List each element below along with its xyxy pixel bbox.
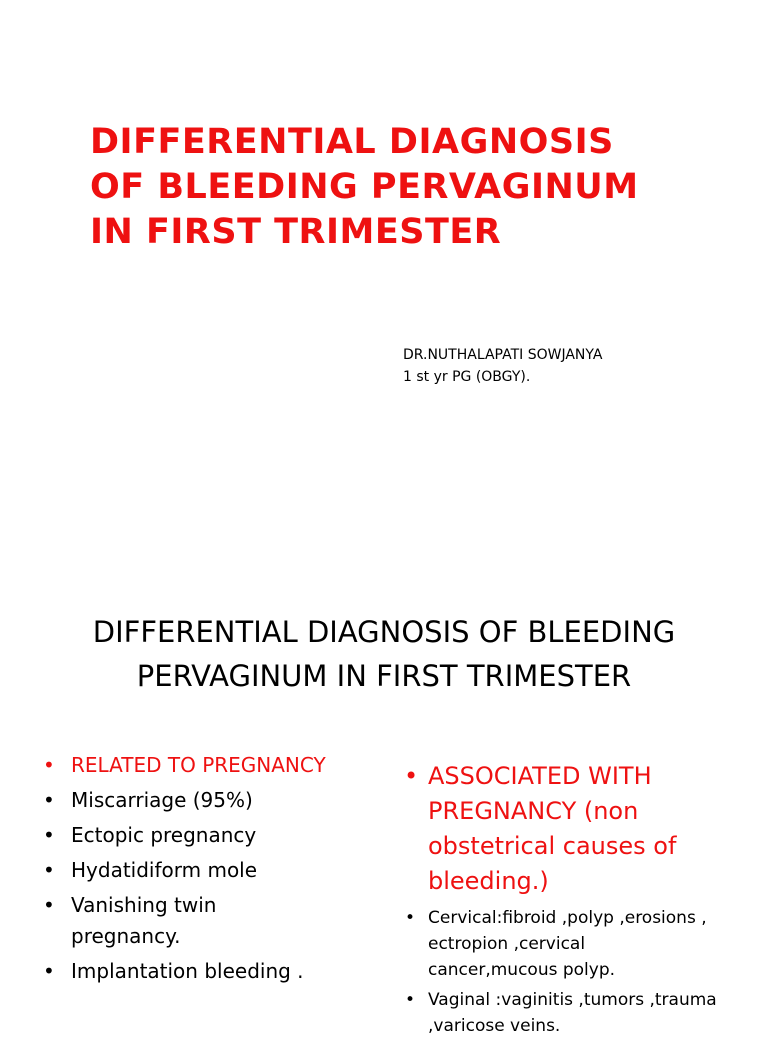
slide-title	[90, 120, 730, 255]
author-name: DR.NUTHALAPATI SOWJANYA	[403, 347, 603, 363]
author-role: 1 st yr PG (OBGY).	[403, 369, 531, 385]
list-item-text: • Cervical:fibroid ,polyp ,erosions ,	[428, 908, 707, 928]
author-block	[403, 344, 602, 388]
heading-line: PERVAGINUM IN FIRST TRIMESTER	[136, 659, 632, 693]
list-item-hydatidiform-mole	[40, 855, 360, 886]
heading-line: DIFFERENTIAL DIAGNOSIS OF BLEEDING	[92, 615, 676, 649]
heading-text: bleeding.)	[428, 867, 549, 895]
title-line: IN FIRST TRIMESTER	[90, 212, 502, 252]
list-item-text: • Hydatidiform mole	[71, 858, 258, 882]
list-item-cervical	[400, 905, 750, 983]
title-line: OF BLEEDING PERVAGINUM	[90, 167, 639, 207]
list-item-ectopic	[40, 820, 360, 851]
list-item-text: • Vanishing twin	[71, 893, 217, 917]
list-item-vanishing-twin	[40, 890, 360, 952]
list-item-text: cancer,mucous polyp.	[428, 960, 616, 980]
associated-heading	[400, 759, 750, 899]
list-item-text: • Vaginal :vaginitis ,tumors ,trauma	[428, 990, 717, 1010]
list-item-miscarriage	[40, 785, 360, 816]
list-item-text: • Miscarriage (95%)	[71, 788, 253, 812]
associated-causes-list	[400, 905, 750, 1039]
list-item-text: pregnancy.	[71, 924, 181, 948]
list-item-text: • Implantation bleeding .	[71, 959, 304, 983]
title-line: DIFFERENTIAL DIAGNOSIS	[90, 122, 614, 162]
associated-causes-column	[400, 759, 750, 1043]
pregnancy-related-list	[40, 750, 360, 991]
list-item-implantation-bleeding	[40, 956, 360, 987]
list-item-text: • RELATED TO PREGNANCY	[71, 753, 326, 777]
content-slide	[0, 576, 768, 1036]
slide-heading	[60, 610, 708, 698]
list-item-related-to-pregnancy	[40, 750, 360, 781]
heading-text: PREGNANCY (non	[428, 797, 639, 825]
list-item-text: ,varicose veins.	[428, 1016, 561, 1036]
list-item-text: • Ectopic pregnancy	[71, 823, 257, 847]
list-item-vaginal	[400, 987, 750, 1039]
list-item-text: ectropion ,cervical	[428, 934, 586, 954]
heading-text: • ASSOCIATED WITH	[428, 762, 652, 790]
heading-text: obstetrical causes of	[428, 832, 677, 860]
